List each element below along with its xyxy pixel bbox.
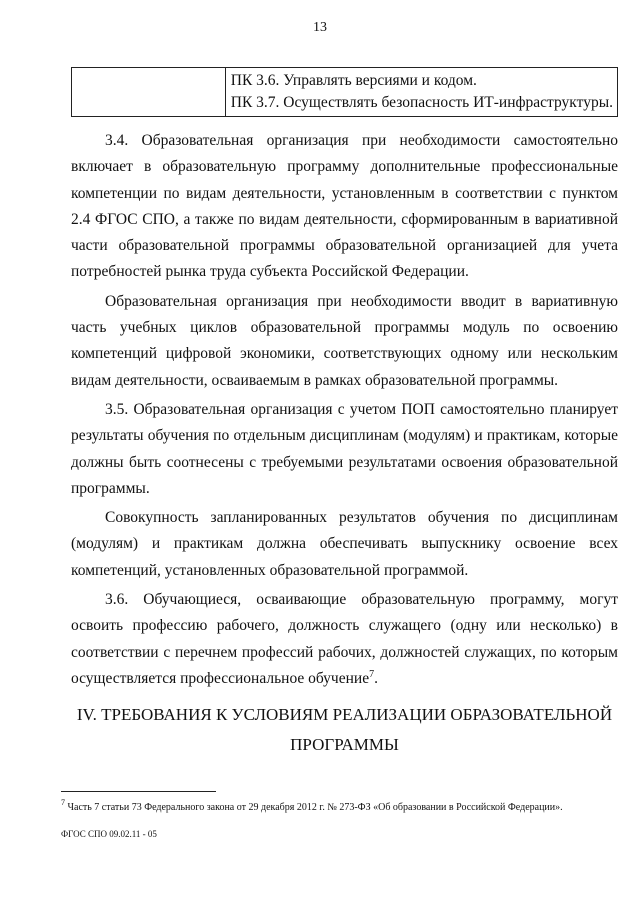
footnote-reference[interactable]: 7: [369, 668, 375, 680]
footnote: [61, 798, 621, 815]
paragraph-3-5: 3.5. Образовательная организация с учетом ПОП самостоятельно планирует результаты обучения по отдельным дисциплинам (модулям) и практикам, которые должны быть соотнесены с требуемыми результатами освоения образовательной программы.: [71, 400, 618, 497]
paragraph-3-4: 3.4. Образовательная организация при необходимости самостоятельно включает в образовательную программу дополнительные профессиональные компетенции по видам деятельности, установленным в соответствии с пунктом 2.4 ФГОС СПО, а также по видам деятельности, сформированным в вариативной части образовательной программы образовательной организацией для учета потребностей рынка труда субъекта Российской Федерации.: [71, 132, 618, 281]
footnote-text: Часть 7 статьи 73 Федерального закона от 29 декабря 2012 г. № 273-ФЗ «Об образовании в Российской Федерации».: [67, 802, 563, 813]
paragraph-3-6: 3.6. Обучающиеся, осваивающие образовательную программу, могут освоить профессию рабочего, должность служащего (одну или несколько) в соответствии с перечнем профессий рабочих, должностей служащих, по которым осуществляется профессиональное обучение$^7$.: [71, 591, 618, 687]
footnote-divider: [61, 791, 216, 792]
competency-item: ПК 3.6. Управлять версиями и кодом.: [230, 72, 477, 89]
paragraph-3-6-text: 3.6. Обучающиеся, осваивающие образовательную программу, могут освоить профессию рабочего, должность служащего (одну или несколько) в соответствии с перечнем профессий рабочих, должностей служащих, по которым осуществляется профессиональное обучение: [71, 591, 618, 687]
table-cell-competencies: [225, 68, 617, 117]
section-heading-line1: IV. ТРЕБОВАНИЯ К УСЛОВИЯМ РЕАЛИЗАЦИИ ОБРАЗОВАТЕЛЬНОЙ: [76, 705, 613, 724]
footnote-number: 7: [61, 798, 65, 807]
page-number: 13: [313, 20, 327, 35]
document-code: ФГОС СПО 09.02.11 - 05: [61, 829, 157, 839]
table-cell-empty: [72, 68, 226, 117]
competency-table: [71, 67, 618, 117]
paragraph-digital-economy: Образовательная организация при необходимости вводит в вариативную часть учебных циклов образовательной программы модуль по освоению компетенций цифровой экономики, соответствующих одному или нескольким видам деятельности, осваиваемым в рамках образовательной программы.: [71, 292, 618, 389]
paragraph-learning-outcomes: Совокупность запланированных результатов обучения по дисциплинам (модулям) и практикам должна обеспечивать выпускнику освоение всех компетенций, установленных образовательной программой.: [71, 509, 618, 579]
competency-item: ПК 3.7. Осуществлять безопасность ИТ-инфраструктуры.: [230, 94, 613, 111]
table-row: [72, 68, 618, 117]
section-heading: [71, 700, 618, 760]
document-body: [71, 128, 618, 692]
section-heading-line2: ПРОГРАММЫ: [290, 735, 399, 754]
